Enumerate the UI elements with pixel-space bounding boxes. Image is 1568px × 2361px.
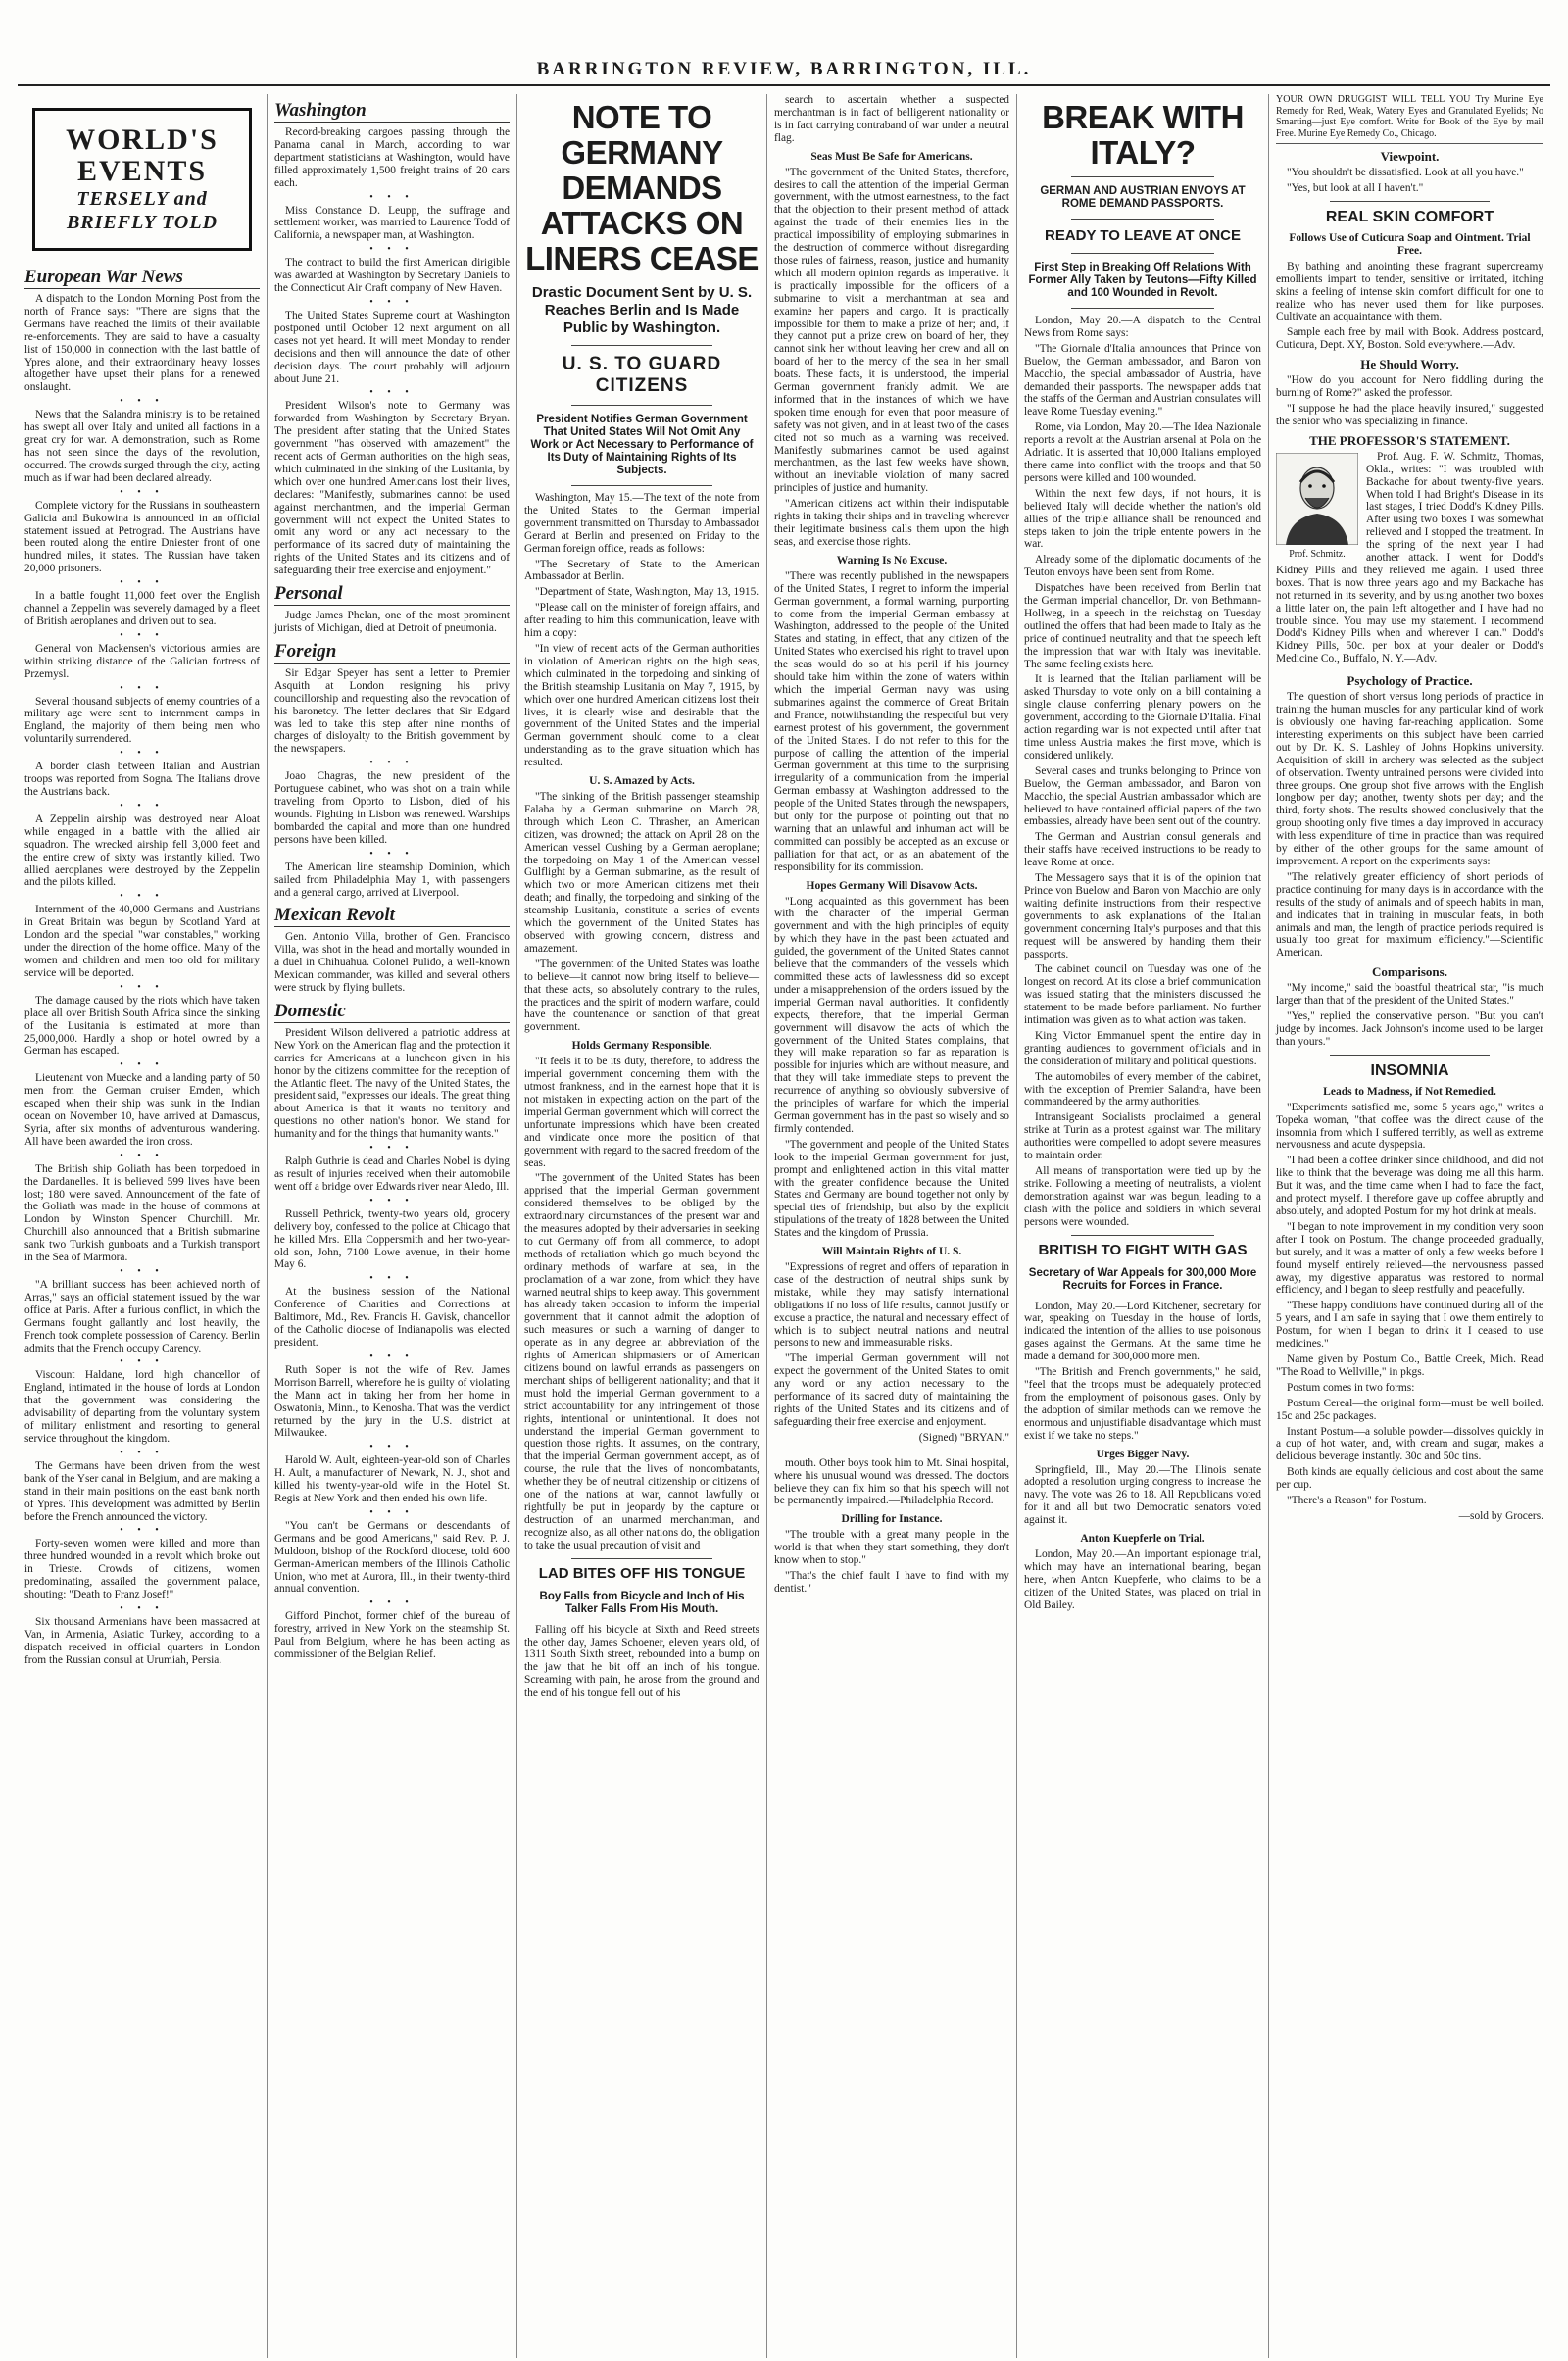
news-item: Gen. Antonio Villa, brother of Gen. Francisco Villa, was shot in the head and mortally wounded in a duel in Chihuahua. Colonel Pulido, a well-known Mexican commander, was killed and several others were struck by flying bullets.: [274, 931, 510, 995]
ad-body: [1276, 167, 1544, 195]
box-subtitle-line2: BRIEFLY TOLD: [66, 212, 219, 233]
paragraph: Postum comes in two forms:: [1287, 1381, 1415, 1394]
headline-deck: Boy Falls from Bicycle and Inch of His Talker Falls From His Mouth.: [539, 1590, 745, 1615]
paragraph: "Yes, but look at all I haven't.": [1287, 181, 1424, 194]
paragraph: Within the next few days, if not hours, it is believed Italy will decide whether the nation's old allies of the triple alliance shall be renounced and steps taken to join the triple entente powers in the war.: [1024, 487, 1261, 551]
article-body: [1024, 1301, 1261, 1443]
paragraph: "In view of recent acts of the German authorities in violation of American rights on the high seas, which culminated in the torpedoing and sinking of the British steamship Lusitania on May 7, 1915, by which over one hundred American citizens lost their lives, it is clearly wise and desirable that the government of the United States and the imperial German government should come to a clear understanding as to the grave situation which has resulted.: [524, 642, 760, 769]
divider: [571, 345, 712, 346]
article-body: [524, 1624, 760, 1699]
paragraph: Springfield, Ill., May 20.—The Illinois senate adopted a resolution urging congress to increase the navy. The vote was 26 to 18. All Republicans voted for it and all but two Democratic senators voted against it.: [1024, 1463, 1261, 1527]
ad-heading: Comparisons.: [1372, 964, 1447, 980]
article-body: [524, 492, 760, 769]
paragraph: Several cases and trunks belonging to Prince von Buelow, the German ambassador, and Baron von Macchio, the special Austrian ambassador which are believed to have contained official papers of the two embassies, already have been sent out of the country.: [1024, 764, 1261, 828]
paragraph: "Long acquainted as this government has been with the character of the imperial German government and with the high principles of equity by which they have in the past been actuated and guided, the government of the United States cannot believe that the commanders of the vessels which committed these acts of lawlessness did so except under a misapprehension of the orders issued by the imperial German naval authorities. It confidently expects, therefore, that the imperial German government will disavow the acts of which the government of the United States complains, that they will make reparation so far as reparation is possible for injuries which are without measure, and that they will take immediate steps to prevent the recurrence of anything so obviously subversive of the principles of warfare for which the imperial German government has in the past so wisely and so firmly contended.: [774, 895, 1009, 1135]
article-body: [524, 791, 760, 1034]
headline-deck-3: President Notifies German Government That United States Will Not Omit Any Work or Act Necessary to Performance of Its Duty of Maintaining Rights of Its Subjects.: [530, 414, 754, 476]
news-item: News that the Salandra ministry is to be retained has swept all over Italy and united all factions in a great cry for war. A demonstration, such as Rome has not seen since the days of the revolution, occurred. The crowds surged through the city, acting much as if war had been declared already.: [24, 409, 260, 484]
ad-subheading: Leads to Madness, if Not Remedied.: [1323, 1085, 1496, 1098]
item-separator: • • •: [369, 1598, 415, 1609]
box-title-line2: EVENTS: [76, 155, 208, 187]
article-body: [774, 1261, 1009, 1429]
paragraph: "I suppose he had the place heavily insured," suggested the senior who was specializing in finance.: [1276, 402, 1544, 427]
portrait-icon: [1276, 453, 1358, 545]
ad-heading: Viewpoint.: [1380, 149, 1440, 164]
item-separator: • • •: [120, 486, 165, 498]
news-item: President Wilson delivered a patriotic address at New York on the American flag and the protection it carries for Americans at a luncheon given in his honor by the citizens committee for the reception of the Atlantic fleet. The navy of the United States, the president said, "expresses our ideals. The great thing about America is that it wants no territory and questions no other nation's honor. We stand for humanity and for the things that humanity wants.": [274, 1026, 510, 1141]
paragraph: "The relatively greater efficiency of short periods of practice continuing for many days is in accordance with the results of the study of animals and of speech habits in man, and indicates that in training in muscular feats, in both animals and man, the length of practice periods required is usually too great for maximum efficiency."—Scientific American.: [1276, 870, 1544, 959]
divider: [1330, 1055, 1491, 1056]
article-body: [774, 570, 1009, 874]
article-body: [1024, 1549, 1261, 1612]
divider: [1071, 308, 1213, 309]
item-separator: • • •: [369, 1273, 415, 1285]
item-separator: • • •: [120, 577, 165, 589]
subheading: Warning Is No Excuse.: [836, 554, 948, 566]
news-item: Record-breaking cargoes passing through the Panama canal in March, according to war department statisticians at Washington, would have filled approximately 1,500 freight trains of 20 cars each.: [274, 126, 510, 189]
headline-deck: Drastic Document Sent by U. S. Reaches Berlin and Is Made Public by Washington.: [531, 284, 753, 336]
ad-heading: Psychology of Practice.: [1347, 673, 1473, 689]
headline-deck-3: First Step in Breaking Off Relations With Former Ally Taken by Teutons—Fifty Killed and 100 Wounded in Revolt.: [1028, 262, 1257, 299]
headline-british-gas: BRITISH TO FIGHT WITH GAS: [1038, 1241, 1248, 1258]
ad-heading: He Should Worry.: [1360, 357, 1459, 372]
worlds-events-box: [32, 108, 252, 251]
item-separator: • • •: [120, 629, 165, 641]
item-separator: • • •: [369, 191, 415, 203]
paragraph: Prof. Aug. F. W. Schmitz, Thomas, Okla., writes: "I was troubled with Backache for about twenty-five years. When told I had Bright's Disease in its last stages, I tried Dodd's Kidney Pills. After using two boxes I was somewhat relieved and I stopped the treatment. In the spring of the next year I had another attack. I went for Dodd's Kidney Pills and they relieved me again. I used three boxes. That is now three years ago and my Backache has not returned in its severity, and by using another two boxes a little later on, the pain left altogether and I have had no trouble since. You may use my statement. I recommend Dodd's Kidney Pills when and wherever I can." Dodd's Kidney Pills, 50c. per box at your dealer or Dodd's Medicine Co., Buffalo, N. Y.—Adv.: [1276, 450, 1544, 665]
paragraph: Intransigeant Socialists proclaimed a general strike at Turin as a protest against war. The military authorities were compelled to adopt severe measures to maintain order.: [1024, 1111, 1261, 1162]
news-item: Russell Pethrick, twenty-two years old, grocery delivery boy, confessed to the police at Chicago that he killed Mrs. Ella Coppersmith and her two-year-old son, John, 7100 Lowe avenue, in their home May 6.: [274, 1207, 510, 1271]
news-item: Complete victory for the Russians in southeastern Galicia and Bukowina is announced in an official statement issued at Petrograd. The Austrians have been routed along the entire Dniester front of one hundred miles, it states. The Russian have taken 20,000 prisoners.: [24, 499, 260, 575]
paragraph: "American citizens act within their indisputable rights in taking their ships and in traveling wherever their legitimate business calls them upon the high seas, and exercise those rights.: [774, 498, 1009, 548]
portrait-caption: Prof. Schmitz.: [1289, 548, 1346, 560]
paragraph: "Experiments satisfied me, some 5 years ago," writes a Topeka woman, "that coffee was the direct cause of the insomnia from which I suffered terribly, as well as extreme nervousness and acute dyspepsia.: [1276, 1101, 1544, 1152]
paragraph: "Department of State, Washington, May 13, 1915.: [535, 586, 760, 599]
paragraph: Postum Cereal—the original form—must be well boiled. 15c and 25c packages.: [1276, 1397, 1544, 1422]
ad-heading: INSOMNIA: [1370, 1061, 1449, 1079]
ad-heading: THE PROFESSOR'S STATEMENT.: [1309, 432, 1510, 448]
paragraph: Both kinds are equally delicious and cost about the same per cup.: [1276, 1466, 1544, 1492]
item-separator: • • •: [369, 387, 415, 399]
news-item: Viscount Haldane, lord high chancellor of England, intimated in the house of lords at London that the government was considering the advisability of departing from the voluntary system of military enlistment and resorting to general service throughout the kingdom.: [24, 1369, 260, 1445]
column-2: [268, 94, 517, 2358]
news-item: Ralph Guthrie is dead and Charles Nobel is dying as result of injuries received when their automobile went off a bridge over Edwards river near Aledo, Ill.: [274, 1156, 510, 1193]
box-subtitle-line1: TERSELY and: [76, 188, 208, 210]
item-separator: • • •: [369, 758, 415, 769]
item-separator: • • •: [120, 682, 165, 694]
divider: [1071, 219, 1213, 220]
paragraph: "Expressions of regret and offers of reparation in case of the destruction of neutral ships sunk by mistake, while they may satisfy international obligations if no loss of life results, cannot justify or excuse a practice, the natural and necessary effect of which is to subject neutral nations and neutral persons to new and immeasurable risks.: [774, 1261, 1009, 1350]
item-separator: • • •: [369, 1442, 415, 1453]
section-heading: Washington: [274, 100, 510, 123]
news-item: A dispatch to the London Morning Post from the north of France says: "There are signs that the Germans have reached the limits of their available re-enforcements. They are said to have a casualty list of 150,000 in connection with the last battle of Ypres alone, and their extraordinary heavy losses altogether have upset their plans for a renewed onslaught.: [24, 293, 260, 394]
subheading: Drilling for Instance.: [841, 1513, 943, 1526]
paragraph: Already some of the diplomatic documents of the Teuton envoys have been sent from Rome.: [1024, 554, 1261, 579]
divider: [571, 1558, 712, 1559]
paragraph: The automobiles of every member of the cabinet, with the exception of Premier Salandra, have been commandeered by the army authorities.: [1024, 1070, 1261, 1108]
item-separator: • • •: [120, 396, 165, 408]
paragraph: London, May 20.—Lord Kitchener, secretary for war, speaking on Tuesday in the house of lords, indicated the intention of the allies to use poisonous gases against the Germans. At the same time he made a demand for 300,000 more men.: [1024, 1300, 1261, 1363]
news-item: President Wilson's note to Germany was forwarded from Washington by Secretary Bryan. The president after stating that the United States government "has observed with amazement" the recent acts of German authorities on the high seas, which culminated in the sinking of the Lusitania, by which over one hundred Americans lost their lives, declares: "Manifestly, submarines cannot be used against merchantmen, and the imperial German government will not expect the United States to omit any word or any act necessary to the performance of its sacred duty of maintaining the rights of the United States and its citizens and of safeguarding their free exercise and enjoyment.": [274, 400, 510, 577]
column-6: [1269, 94, 1550, 2358]
item-separator: • • •: [369, 244, 415, 256]
paragraph: "The Secretary of State to the American Ambassador at Berlin.: [524, 558, 760, 583]
news-item: General von Mackensen's victorious armies are within striking distance of the Galician fortress of Przemysl.: [24, 642, 260, 680]
headline-deck: Secretary of War Appeals for 300,000 More Recruits for Forces in France.: [1028, 1266, 1257, 1292]
article-body: [774, 896, 1009, 1240]
headline-lad-bites: LAD BITES OFF HIS TONGUE: [538, 1564, 746, 1582]
headline-deck-2: U. S. TO GUARD CITIZENS: [562, 354, 722, 396]
paragraph: Name given by Postum Co., Battle Creek, Mich. Read "The Road to Wellville," in pkgs.: [1276, 1353, 1544, 1378]
item-separator: • • •: [369, 1143, 415, 1155]
item-separator: • • •: [120, 981, 165, 993]
columns: [18, 94, 1550, 2358]
paragraph: The Messagero says that it is of the opinion that Prince von Buelow and Baron von Macchio are only waiting definite instructions from their respective governments to ask explanations of the Italian government concerning Italy's purposes and that this request will be answered by handing them their passports.: [1024, 872, 1261, 960]
news-item: "You can't be Germans or descendants of Germans and be good Americans," said Rev. P. J. Muldoon, bishop of the Rockford diocese, told 600 German-American members of the Illinois Catholic Union, who met at Aurora, Ill., in their twenty-third annual convention.: [274, 1519, 510, 1596]
paragraph: King Victor Emmanuel spent the entire day in granting audiences to government officials and in the consideration of military and political questions.: [1024, 1029, 1261, 1067]
paragraph: All means of transportation were tied up by the strike. Following a meeting of neutralists, a violent demonstration against war was begun, leading to a clash with the police and soldiers in which several persons were wounded.: [1024, 1165, 1261, 1228]
item-separator: • • •: [120, 1525, 165, 1537]
european-war-news: [24, 293, 260, 1667]
news-item: Lieutenant von Muecke and a landing party of 50 men from the German cruiser Emden, which escaped when their ship was sunk in the Indian ocean on November 10, have arrived at Damascus, Syria, after six months of adventurous wandering. All have been awarded the iron cross.: [24, 1072, 260, 1148]
divider: [571, 405, 712, 406]
section-heading: European War News: [24, 267, 260, 289]
murine-ad: YOUR OWN DRUGGIST WILL TELL YOU Try Murine Eye Remedy for Red, Weak, Watery Eyes and Granulated Eyelids; No Smarting—just Eye comfort. Write for Book of the Eye by mail Free. Murine Eye Remedy Co., Chicago.: [1276, 94, 1544, 144]
paragraph: It is learned that the Italian parliament will be asked Thursday to vote only on a bill containing a single clause conferring plenary powers on the government, according to the Giornale D'Italia. Final action regarding war is not expected until after that time unless Austria makes the first move, which is considered unlikely.: [1024, 673, 1261, 762]
headline-deck-2: READY TO LEAVE AT ONCE: [1044, 227, 1242, 244]
subheading: Anton Kuepferle on Trial.: [1080, 1533, 1205, 1546]
divider: [571, 485, 712, 486]
news-item: A border clash between Italian and Austrian troops was reported from Sogna. The Italians drove the Austrians back.: [24, 761, 260, 798]
ad-body: [1276, 1102, 1544, 1507]
paragraph: "You shouldn't be dissatisfied. Look at all you have.": [1287, 167, 1524, 178]
news-item: "A brilliant success has been achieved north of Arras," says an official statement issued by the war office at Paris. After a furious conflict, in which the Germans fought gallantly and lost heavily, the French took complete possession of Carency. Berlin admits that the French occupy Carency.: [24, 1279, 260, 1354]
news-item: The damage caused by the riots which have taken place all over British South Africa since the sinking of the Lusitania is estimated at more than 25,000,000. Hardly a shop or hotel owned by a German has escaped.: [24, 994, 260, 1058]
news-item: The contract to build the first American dirigible was awarded at Washington by Secretary Daniels to the Connecticut Air Craft company of New Haven.: [274, 257, 510, 295]
article-body: [774, 1457, 1009, 1508]
ad-body: [1276, 261, 1544, 352]
item-separator: • • •: [120, 1602, 165, 1614]
paragraph: "The government of the United States has been apprised that the imperial German government considered themselves to be obliged by the extraordinary circumstances of the present war and the measures adopted by their adversaries in seeking to cut Germany off from all commerce, to adopt methods of retaliation which go much beyond the ordinary methods of warfare at sea, in the proclamation of a war zone, from which they have warned neutral ships to keep away. This government has already taken occasion to inform the imperial government that it cannot admit the adoption of such measures or such a warning of danger to operate as in any degree an abbreviation of the rights of American shipmasters or of American citizens bound on lawful errands as passengers on merchant ships of belligerent nationality; and that it must hold the imperial German government to a strict accountability for any infringement of those rights, intentional or unintentional. It does not understand the imperial German government to question those rights. It assumes, on the contrary, that the imperial German government accept, as of course, the rule that the lives of noncombatants, whether they be of neutral citizenship or citizens of one of the nations at war, cannot lawfully or rightfully be put in jeopardy by the capture or destruction of an unarmed merchantman, and recognize also, as all other nations do, the obligation to take the usual precaution of visit and: [524, 1172, 760, 1551]
divider: [1071, 176, 1213, 177]
paragraph: Washington, May 15.—The text of the note from the United States to the German imperial government transmitted on Thursday to Ambassador Gerard at Berlin and presented on Friday to the German foreign office, reads as follows:: [524, 492, 760, 555]
item-separator: • • •: [369, 1195, 415, 1206]
item-separator: • • •: [120, 1356, 165, 1368]
paragraph: "The government and people of the United States look to the imperial German government for just, prompt and enlightened action in this vital matter with the greater confidence because the United States and Germany are bound together not only by special ties of friendship, but also by the explicit stipulations of the treaty of 1828 between the United States and the kingdom of Prussia.: [774, 1138, 1009, 1240]
paragraph: The German and Austrian consul generals and their staffs have received instructions to be ready to leave Rome at once.: [1024, 831, 1261, 869]
paragraph: By bathing and anointing these fragrant supercreamy emollients impart to tender, sensitive or irritated, itching skins a feeling of intense skin comfort difficult for one to realize who has never used them for like purposes. Cultivate an acquaintance with them.: [1276, 260, 1544, 323]
paragraph: "The British and French governments," he said, "feel that the troops must be adequately protected from the employment of poisonous gases. Only by the adoption of similar methods can we remove the enormous and unjustifiable disadvantage which must exist if we take no steps.": [1024, 1366, 1262, 1442]
divider: [1071, 253, 1213, 254]
paragraph: search to ascertain whether a suspected merchantman is in fact of belligerent nationality or is in fact carrying contraband of war under a neutral flag.: [774, 94, 1009, 144]
paragraph: London, May 20.—A dispatch to the Central News from Rome says:: [1024, 315, 1261, 339]
signature: (Signed) "BRYAN.": [918, 1431, 1009, 1444]
item-separator: • • •: [120, 1266, 165, 1277]
column-5: [1017, 94, 1269, 2358]
section-heading: Domestic: [274, 1001, 510, 1023]
news-item: The British ship Goliath has been torpedoed in the Dardanelles. It is believed 599 lives have been lost; 180 were saved. Announcement of the fate of the Goliath was made in the house of commons at London by Winston Spencer Churchill. Mr. Churchill also announced that a British submarine sank two Turkish gunboats and a Turkish transport in the Sea of Marmora.: [24, 1162, 260, 1264]
news-item: Harold W. Ault, eighteen-year-old son of Charles H. Ault, a manufacturer of Newark, N. J., shot and killed his twenty-year-old wife in the Hotel St. Regis at New York and then ended his own life.: [274, 1454, 510, 1505]
news-item: Miss Constance D. Leupp, the suffrage and settlement worker, was married to Laurence Todd of California, a newspaper man, at Washington.: [274, 204, 510, 242]
news-sections: [274, 100, 510, 1661]
news-item: In a battle fought 11,000 feet over the English channel a Zeppelin was severely damaged by a fleet of British aeroplanes and driven out to sea.: [24, 590, 260, 627]
ad-subheading: Follows Use of Cuticura Soap and Ointment. Trial Free.: [1289, 231, 1531, 257]
item-separator: • • •: [369, 1506, 415, 1518]
news-item: At the business session of the National Conference of Charities and Corrections at Baltimore, Md., Rev. Francis H. Gavisk, chancellor of the Catholic diocese of Indianapolis was elected president.: [274, 1286, 510, 1349]
headline-break-with-italy: BREAK WITH ITALY?: [1042, 99, 1244, 171]
paragraph: Dispatches have been received from Berlin that the German imperial chancellor, Dr. von Bethmann-Hollweg, in a speech in the reichstag on Tuesday outlined the offers that had been made to Italy as the price of continued neutrality and that the speech left the impression that war with Italy was inevitable. The same feeling exists here.: [1024, 582, 1261, 670]
headline-note-to-germany: NOTE TO GERMANY DEMANDS ATTACKS ON LINERS CEASE: [525, 99, 759, 276]
news-item: Six thousand Armenians have been massacred at Van, in Armenia, Asiatic Turkey, according to a dispatch received in official quarters in London from the Russian consul at Urumiah, Persia.: [24, 1615, 260, 1666]
paragraph: "The government of the United States, therefore, desires to call the attention of the imperial German government, with the utmost earnestness, to the fact that the objection to their present method of attack against the trade of their enemies lies in the practical impossibility of employing submarines in the destruction of commerce without disregarding those rules of fairness, reason, justice and humanity which all modern opinion regards as imperative. It is practically impossible for the officers of a submarine to visit a merchantman at sea and examine her papers and cargo. It is practically impossible for them to make a prize of her; and, if they cannot put a prize crew on board of her, they cannot sink her without leaving her crew and all on board of her to the mercy of the sea in her small boats. These facts, it is understood, the imperial German government frankly admit. We are informed that in the instances of which we have spoken time enough for even that poor measure of safety was not given, and in at least two of the cases cited not so much as a warning was received. Manifestly submarines cannot be used against merchantmen, as the last few weeks have shown, without an inevitable violation of many sacred principles of justice and humanity.: [774, 166, 1009, 495]
paragraph: Instant Postum—a soluble powder—dissolves quickly in a cup of hot water, and, with cream and sugar, makes a delicious beverage instantly. 30c and 50c tins.: [1276, 1425, 1544, 1463]
item-separator: • • •: [120, 891, 165, 903]
item-separator: • • •: [120, 800, 165, 812]
section-heading: Foreign: [274, 641, 510, 664]
news-item: A Zeppelin airship was destroyed near Aloat while engaged in a battle with the allied air squadron. The wrecked airship fell 3,000 feet and the entire crew of sixty was instantly killed. Two allied aeroplanes were destroyed by the Zeppelin and the pilots killed.: [24, 812, 260, 889]
paragraph: "These happy conditions have continued during all of the 5 years, and I am safe in saying that I owe them entirely to Postum, for when I began to drink it I ceased to use medicines.": [1276, 1300, 1544, 1351]
item-separator: • • •: [369, 1351, 415, 1362]
news-item: The American line steamship Dominion, which sailed from Philadelphia May 1, with passengers and a general cargo, arrived at Liverpool.: [274, 861, 510, 899]
subheading: Seas Must Be Safe for Americans.: [810, 150, 973, 163]
news-item: Gifford Pinchot, former chief of the bureau of forestry, arrived in New York on the steamship St. Paul from Belgium, where he has been acting as commissioner of the Belgian Relief.: [274, 1610, 510, 1661]
news-item: Sir Edgar Speyer has sent a letter to Premier Asquith at London resigning his privy councillorship and requesting also the revocation of his baronetcy. The letter declares that Sir Edgard was led to take this step after nine months of charges of disloyalty to the British government by the newspapers.: [274, 666, 510, 756]
subheading: Holds Germany Responsible.: [571, 1040, 712, 1053]
news-item: Joao Chagras, the new president of the Portuguese cabinet, who was shot on a train while traveling from Oporto to Lisbon, died of his wounds. Fighting in Lisbon was renewed. Warships bombarded the capital and more than one hundred persons have been killed.: [274, 770, 510, 846]
ad-body: [1276, 374, 1544, 428]
ad-body: [1276, 691, 1544, 959]
item-separator: • • •: [120, 1059, 165, 1071]
subheading: Hopes Germany Will Disavow Acts.: [806, 879, 978, 892]
article-body: [1024, 315, 1261, 1229]
item-separator: • • •: [120, 748, 165, 760]
section-heading: Mexican Revolt: [274, 905, 510, 927]
paragraph: "The trouble with a great many people in the world is that when they start something, they don't know when to stop.": [774, 1529, 1009, 1567]
news-item: Forty-seven women were killed and more than three hundred wounded in a revolt which broke out in Trieste. Crowds of citizens, women predominating, assailed the government palace, shouting: "Death to Franz Josef!": [24, 1538, 260, 1601]
paragraph: "The Giornale d'Italia announces that Prince von Buelow, the German ambassador, and Baron von Macchio, the special ambassador of Austria, have demanded their passports. The newspaper adds that the staffs of the German and Austrian consulates will leave Rome Tuesday evening.": [1024, 342, 1261, 418]
paragraph: "Yes," replied the conservative person. "But you can't judge by incomes. Jack Johnson's income used to be larger than yours.": [1276, 1010, 1544, 1048]
news-item: Internment of the 40,000 Germans and Austrians in Great Britain was begun by Scotland Yard at London and the special "war constables," working under the direction of the home office. Many of the women and children and men too old for military service will be deported.: [24, 904, 260, 979]
ad-heading: REAL SKIN COMFORT: [1325, 208, 1494, 225]
paragraph: "There's a Reason" for Postum.: [1287, 1495, 1427, 1507]
news-item: Several thousand subjects of enemy countries of a military age were sent to internment camps in England, the majority of them being men who voluntarily surrendered.: [24, 695, 260, 746]
news-item: Judge James Phelan, one of the most prominent jurists of Michigan, died at Detroit of pneumonia.: [274, 610, 510, 634]
article-body: [774, 167, 1009, 549]
paragraph: "The imperial German government will not expect the government of the United States to omit any word or any action necessary to the performance of its sacred duty of maintaining the rights of the United States and its citizens and of safeguarding their free exercise and enjoyment.: [774, 1353, 1009, 1428]
paragraph: "How do you account for Nero fiddling during the burning of Rome?" asked the professor.: [1276, 374, 1544, 400]
paragraph: The question of short versus long periods of practice in training the human muscles for any particular kind of work is obviously one having far-reaching application. Some interesting experiments on this subject have been carried out by Dr. K. S. Lashley of Johns Hopkins university. Acquisition of skill in archery was selected as the subject of observation. Twenty untrained persons were divided into three groups. One group shot five arrows with the English longbow per day; another, twenty shots per day; and the third, forty shots. The results showed conclusively that the group shooting only five times a day improved in accuracy with less expenditure of time in practice than was required by either of the other groups for the same amount of improvement. A report on the experiments says:: [1276, 691, 1544, 867]
paragraph: The cabinet council on Tuesday was one of the longest on record. At its close a brief communication was issued stating that the ministers discussed the statement to be made before parliament. No further intimation was given as to what action was taken.: [1024, 963, 1261, 1027]
item-separator: • • •: [369, 848, 415, 860]
masthead: BARRINGTON REVIEW, BARRINGTON, ILL.: [18, 59, 1550, 86]
paragraph: "That's the chief fault I have to find with my dentist.": [774, 1570, 1009, 1595]
headline-deck: GERMAN AND AUSTRIAN ENVOYS AT ROME DEMAND PASSPORTS.: [1040, 185, 1246, 210]
box-title-line1: WORLD'S: [66, 123, 219, 156]
divider: [1071, 1235, 1213, 1236]
item-separator: • • •: [120, 1150, 165, 1161]
paragraph: "My income," said the boastful theatrical star, "is much larger than that of the president of the United States.": [1276, 982, 1544, 1008]
section-heading: Personal: [274, 583, 510, 606]
paragraph: Rome, via London, May 20.—The Idea Nazionale reports a revolt at the Austrian arsenal at Pola on the Adriatic. It is asserted that 10,000 Italians employed there came into conflict with the troops and that 50 persons were killed and 100 wounded.: [1024, 421, 1261, 484]
subheading: Urges Bigger Navy.: [1096, 1448, 1190, 1460]
paragraph: "It feels it to be its duty, therefore, to address the imperial government concerning them with the utmost frankness, and in the earnest hope that it is not mistaken in expecting action on the part of the imperial German government which will correct the unfortunate impressions which have been created and vindicate once more the position of that government with regard to the sacred freedom of the seas.: [524, 1056, 760, 1169]
paragraph: "There was recently published in the newspapers of the United States, I regret to inform the imperial German government, a formal warning, purporting to come from the imperial German embassy at Washington, addressed to the people of the United States and stating, in effect, that any citizen of the United States who exercised his right to travel upon the seas would do so at his peril if his journey should take him within the zone of waters within which the imperial German navy was using submarines against the commerce of Great Britain and France, notwithstanding the respectful but very earnest protest of his government, the government of the United States. I do not refer to this for the purpose of calling the attention of the imperial German government at this time to the surprising irregularity of a communication from the imperial German embassy at Washington addressed to the people of the United States through the newspapers, but only for the purpose of pointing out that no warning that an unlawful and inhuman act will be committed can possibly be accepted as an excuse or palliation for that act, or as an abatement of the responsibility for its commission.: [774, 569, 1009, 873]
paragraph: "The sinking of the British passenger steamship Falaba by a German submarine on March 28, through which Leon C. Thrasher, an American citizen, was drowned; the attack on April 28 on the American vessel Cushing by a German aeroplane; the torpedoing on May 1 of the American vessel Gulflight by a German submarine, as the result of which two or more American citizens met their death; and finally, the torpedoing and sinking of the steamship Lusitania, constitute a series of events which the government of the United States has observed with growing concern, distress and amazement.: [524, 791, 760, 955]
news-item: The Germans have been driven from the west bank of the Yser canal in Belgium, and are making a stand in their main positions on the east bank north of Ypres. This development was admitted by Berlin before the French announced the victory.: [24, 1459, 260, 1523]
paragraph: "Please call on the minister of foreign affairs, and after reading to him this communication, leave with him a copy:: [524, 602, 760, 640]
paragraph: Sample each free by mail with Book. Address postcard, Cuticura, Dept. XY, Boston. Sold everywhere.—Adv.: [1276, 326, 1544, 352]
portrait-image: [1276, 453, 1358, 559]
article-body: [524, 1056, 760, 1551]
column-1: [18, 94, 268, 2358]
paragraph: "I began to note improvement in my condition very soon after I took on Postum. The change proceeded gradually, but surely, and it was a matter of only a few weeks before I found myself entirely relieved—the nervousness passed away, my digestive apparatus was restored to normal efficiency, and I began to sleep restfully and peacefully.: [1276, 1220, 1544, 1297]
ad-signature: —sold by Grocers.: [1458, 1509, 1544, 1522]
ad-body: [1276, 982, 1544, 1049]
column-4: [767, 94, 1017, 2358]
subheading: Will Maintain Rights of U. S.: [821, 1246, 962, 1258]
news-item: The United States Supreme court at Washington postponed until October 12 next argument on all cases not yet heard. It will meet Monday to render decisions and then will announce the date of other decision days. The court probably will adjourn about June 21.: [274, 309, 510, 385]
paragraph: "I had been a coffee drinker since childhood, and did not like to think that the beverage was doing me all this harm. But it was, and the time came when I had to face the fact, and protect myself. I therefore gave up coffee abruptly and absolutely, and adopted Postum for my hot drink at meals.: [1276, 1155, 1544, 1217]
article-body: [774, 94, 1009, 145]
paragraph: mouth. Other boys took him to Mt. Sinai hospital, where his unusual wound was dressed. The doctors believe they can fix him so that his speech will not be permanently impaired.—Philadelphia Record.: [774, 1456, 1009, 1507]
divider: [1330, 201, 1491, 202]
column-3: [517, 94, 767, 2358]
article-body: [774, 1529, 1009, 1596]
article-body: [1024, 1464, 1261, 1528]
paragraph: Falling off his bicycle at Sixth and Reed streets the other day, James Schoener, eleven years old, of 1311 South Sixth street, rebounded into a bump on the jaw that he bit off an inch of his tongue. Screaming with pain, he arose from the ground and the end of his tongue fell out of his: [524, 1623, 760, 1699]
paragraph: London, May 20.—An important espionage trial, which may have an international bearing, began here, when Anton Kuepferle, who claims to be a citizen of the United States, was placed on trial in Old Bailey.: [1024, 1549, 1261, 1611]
news-item: Ruth Soper is not the wife of Rev. James Morrison Barrell, wherefore he is guilty of violating the Mann act in taking her from her home in Oswatonia, Minn., to Kenosha. That was the verdict returned by the jury in the U.S. district at Milwaukee.: [274, 1363, 510, 1440]
item-separator: • • •: [369, 296, 415, 308]
item-separator: • • •: [120, 1447, 165, 1458]
paragraph: "The government of the United States was loathe to believe—it cannot now bring itself to believe—that these acts, so absolutely contrary to the rules, the practices and the spirit of modern warfare, could have the countenance or sanction of that great government.: [524, 958, 760, 1034]
subheading: U. S. Amazed by Acts.: [589, 775, 695, 788]
